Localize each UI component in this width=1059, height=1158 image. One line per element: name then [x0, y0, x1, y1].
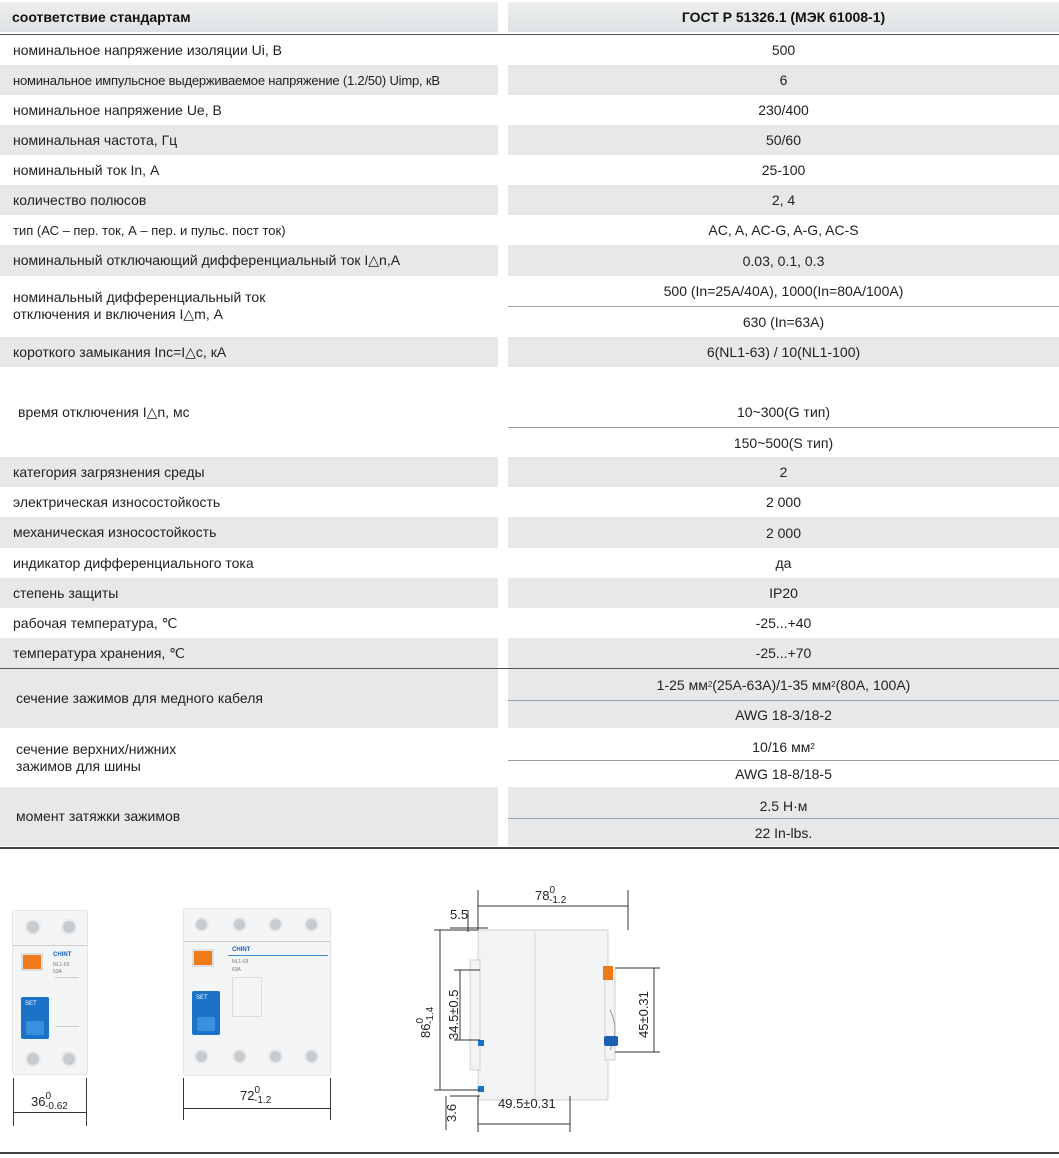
brand-logo: CHINT	[232, 947, 251, 953]
row-value-busbar-2: AWG 18-8/18-5	[735, 766, 832, 782]
dim-2p-width: $36^0_{-0.62}$	[31, 1091, 68, 1112]
row-value-frequency: 50/60	[508, 125, 1059, 155]
row-value-pollution: 2	[508, 457, 1059, 487]
row-label-protection: степень защиты	[0, 578, 498, 608]
row-label-working-temp: рабочая температура, ℃	[13, 614, 178, 631]
row-value-copper-cable-2: AWG 18-3/18-2	[508, 701, 1059, 728]
row-value-copper-cable-1: 1-25 мм 2 (25A-63A)/1-35 мм 2 (80A, 100A)	[508, 669, 1059, 700]
row-label-impulse-voltage: номинальное импульсное выдерживаемое напряжение (1.2/50) Uimp, кВ	[0, 65, 498, 95]
row-value-making-breaking-1: 500 (In=25A/40A), 1000(In=80A/100A)	[663, 283, 904, 299]
row-value-busbar-1: 10/16 мм 2	[752, 739, 815, 755]
row-label-rated-voltage: номинальное напряжение Ue, В	[13, 101, 222, 118]
row-value-poles: 2, 4	[508, 185, 1059, 215]
row-value-protection: IP20	[508, 578, 1059, 608]
row-label-torque: момент затяжки зажимов	[0, 787, 498, 846]
row-label-type: тип (АС – пер. ток, А – пер. и пульс. пост ток)	[13, 222, 286, 238]
row-label-frequency: номинальная частота, Гц	[0, 125, 498, 155]
row-label-making-breaking: номинальный дифференциальный ток отключения и включения I△m, А	[13, 289, 266, 322]
dim-3-6: 3.6	[444, 1103, 459, 1122]
row-value-insulation-voltage: 500	[771, 42, 796, 58]
row-label-short-circuit: короткого замыкания Inc=I△c, кА	[0, 337, 498, 367]
row-label-electrical-life: электрическая износостойкость	[13, 493, 221, 510]
row-value-storage-temp: -25...+70	[508, 638, 1059, 668]
dim-height: $86^0_{-1.4}$	[415, 1006, 436, 1038]
dim-4p-width: $72^0_{-1.2}$	[240, 1085, 272, 1106]
row-value-rated-current: 25-100	[761, 162, 806, 178]
dim-34-5: 34.5±0.5	[446, 989, 461, 1040]
toggle-handle: SET	[21, 997, 49, 1039]
dim-45: 45±0.31	[636, 991, 651, 1038]
row-value-indicator: да	[775, 555, 792, 571]
row-value-torque-2: 22 In-lbs.	[508, 819, 1059, 846]
header-standard-value: ГОСТ Р 51326.1 (МЭК 61008-1)	[508, 2, 1059, 32]
row-value-trip-time-2: 150~500(S тип)	[733, 434, 834, 451]
row-label-busbar: сечение верхних/нижних зажимов для шины	[16, 740, 177, 774]
dimension-drawings	[0, 850, 1059, 1158]
row-value-trip-time-1: 10~300(G тип)	[736, 404, 831, 420]
dim-49-5: 49.5±0.31	[498, 1096, 556, 1111]
header-standards-label: соответствие стандартам	[0, 2, 498, 32]
row-label-copper-cable: сечение зажимов для медного кабеля	[0, 669, 498, 728]
row-value-electrical-life: 2 000	[765, 494, 802, 510]
row-label-insulation-voltage: номинальное напряжение изоляции Ui, В	[13, 41, 283, 58]
row-label-trip-time: время отключения I△n, мс	[18, 403, 190, 420]
row-label-pollution: категория загрязнения среды	[0, 457, 498, 487]
divider	[0, 1152, 1059, 1154]
row-value-torque-1: 2.5 Н·м	[508, 787, 1059, 818]
row-label-rated-current: номинальный ток In, А	[13, 161, 160, 178]
row-label-indicator: индикатор дифференциального тока	[13, 554, 254, 571]
row-value-type: AC, A, AC-G, A-G, AC-S	[708, 222, 859, 238]
device-2p-image: CHINT NL1-63 63A SET	[12, 910, 88, 1075]
row-label-storage-temp: температура хранения, ℃	[0, 638, 498, 668]
dim-depth: $78^0_{-1.2}$	[535, 885, 567, 906]
row-value-short-circuit: 6(NL1-63) / 10(NL1-100)	[508, 337, 1059, 367]
row-label-tripping-current: номинальный отключающий дифференциальный ток I△n,А	[0, 245, 498, 276]
row-label-mechanical-life: механическая износостойкость	[0, 517, 498, 548]
row-value-impulse-voltage: 6	[508, 65, 1059, 95]
brand-logo: CHINT	[53, 952, 72, 958]
row-value-working-temp: -25...+40	[755, 615, 812, 631]
row-label-poles: количество полюсов	[0, 185, 498, 215]
row-value-tripping-current: 0.03, 0.1, 0.3	[508, 245, 1059, 276]
dim-5-5: 5.5	[450, 907, 469, 922]
toggle-handle: SET	[192, 991, 220, 1035]
device-4p-image: CHINT NL1-63 63A SET	[183, 908, 331, 1076]
divider	[0, 847, 1059, 849]
row-value-mechanical-life: 2 000	[508, 517, 1059, 548]
row-value-making-breaking-2: 630 (In=63A)	[742, 314, 825, 330]
row-value-rated-voltage: 230/400	[758, 102, 809, 118]
